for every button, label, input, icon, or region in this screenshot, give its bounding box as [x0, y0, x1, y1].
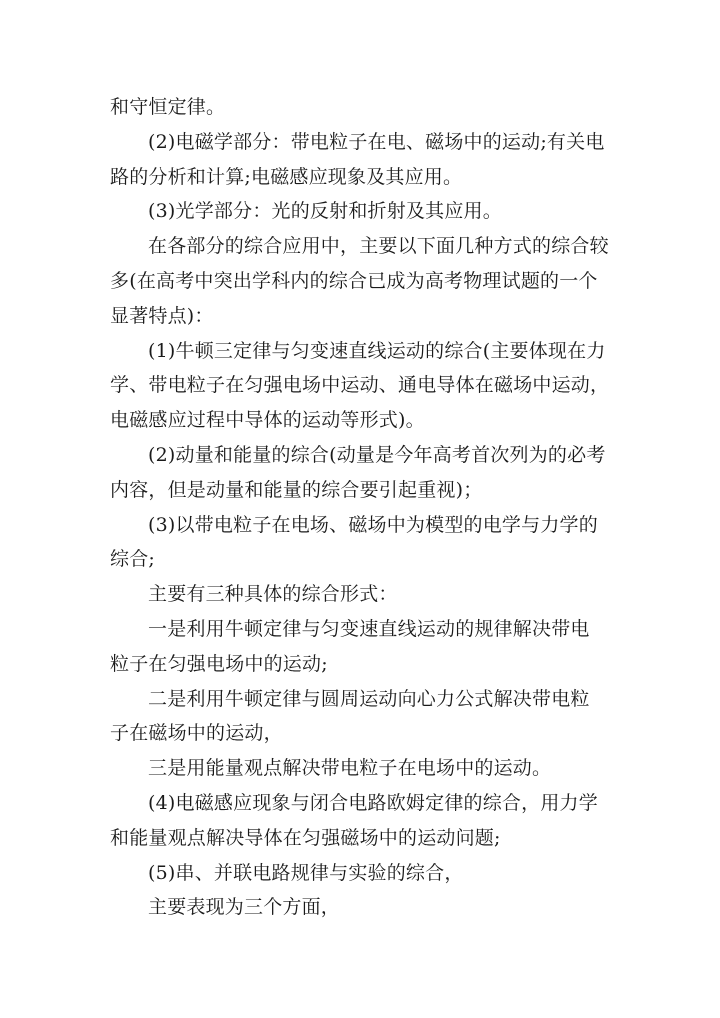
text-line: 学、带电粒子在匀强电场中运动、通电导体在磁场中运动， [110, 374, 610, 397]
text-line: (3)以带电粒子在电场、磁场中为模型的电学与力学的 [148, 513, 598, 536]
text-line: 路的分析和计算;电磁感应现象及其应用。 [110, 165, 463, 188]
text-line: 电磁感应过程中导体的运动等形式)。 [110, 409, 425, 432]
text-line: (5)串、并联电路规律与实验的综合， [148, 861, 464, 884]
text-line: (3)光学部分：光的反射和折射及其应用。 [148, 200, 502, 223]
text-line: (1)牛顿三定律与匀变速直线运动的综合(主要体现在力 [148, 339, 606, 362]
text-line: (2)动量和能量的综合(动量是今年高考首次列为的必考 [148, 443, 606, 466]
text-line: 和守恒定律。 [110, 96, 226, 118]
text-line: 子在磁场中的运动， [110, 722, 283, 745]
text-line: (4)电磁感应现象与闭合电路欧姆定律的综合，用力学 [148, 791, 598, 814]
text-line: 一是利用牛顿定律与匀变速直线运动的规律解决带电 [148, 617, 590, 640]
text-line: 和能量观点解决导体在匀强磁场中的运动问题; [110, 826, 501, 849]
text-line: 粒子在匀强电场中的运动; [110, 652, 328, 675]
text-line: 主要有三种具体的综合形式： [148, 583, 398, 606]
text-line: 显著特点)： [110, 304, 214, 327]
text-line: 二是利用牛顿定律与圆周运动向心力公式解决带电粒 [148, 687, 590, 710]
text-line: 在各部分的综合应用中，主要以下面几种方式的综合较 [148, 235, 609, 258]
text-line: 内容，但是动量和能量的综合要引起重视)； [110, 478, 483, 501]
text-line: (2)电磁学部分：带电粒子在电、磁场中的运动;有关电 [148, 130, 605, 153]
text-line: 多(在高考中突出学科内的综合已成为高考物理试题的一个 [110, 269, 598, 292]
text-line: 综合; [110, 548, 156, 571]
text-line: 三是用能量观点解决带电粒子在电场中的运动。 [148, 757, 552, 780]
text-line: 主要表现为三个方面， [148, 896, 341, 919]
body-text [110, 90, 612, 925]
